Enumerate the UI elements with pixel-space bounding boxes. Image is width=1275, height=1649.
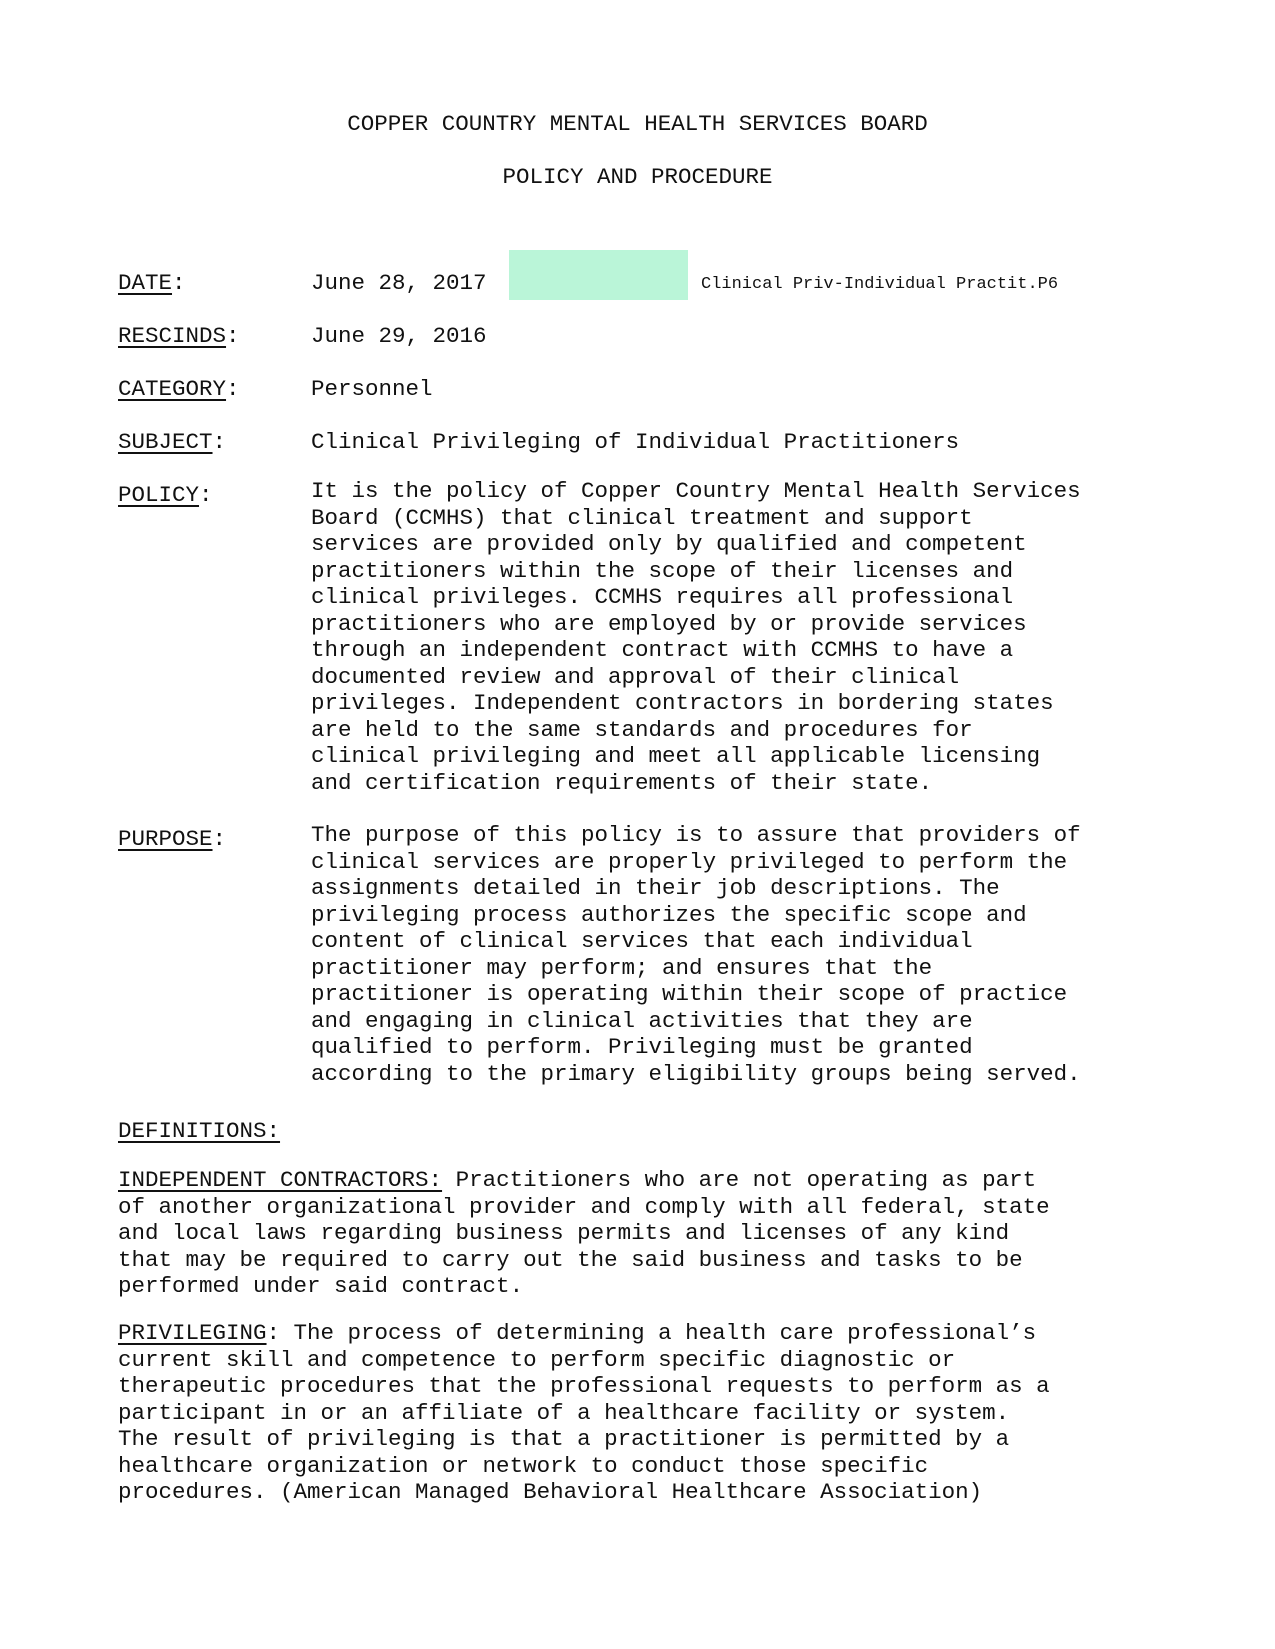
definition-independent-contractors bbox=[118, 1167, 1168, 1300]
definitions-heading-row bbox=[118, 1118, 280, 1144]
policy-label: POLICY bbox=[118, 482, 200, 508]
category-label-row: CATEGORY: bbox=[118, 376, 240, 402]
purpose-label: PURPOSE bbox=[118, 826, 213, 852]
subject-label-row: SUBJECT: bbox=[118, 429, 227, 455]
organization-title: COPPER COUNTRY MENTAL HEALTH SERVICES BOARD bbox=[347, 111, 928, 137]
subject-label: SUBJECT bbox=[118, 429, 213, 455]
rescinds-label-row: RESCINDS: bbox=[118, 323, 240, 349]
policy-text: It is the policy of Copper Country Mental Health Services Board (CCMHS) that clinical treatment and support services are provided only by qualified and competent practitioners within the scope of their licenses and clinical privileges. CCMHS requires all professional practitioners who are employed by or provide services through an independent contract with CCMHS to have a documented review and approval of their clinical privileges. Independent contractors in bordering states are held to the same standards and procedures for clinical privileging and meet all applicable licensing and certification requirements of their state. bbox=[311, 478, 1081, 796]
date-value: June 28, 2017 bbox=[311, 270, 487, 296]
document-type-title: POLICY AND PROCEDURE bbox=[502, 164, 773, 190]
category-value: Personnel bbox=[311, 376, 433, 402]
category-label: CATEGORY bbox=[118, 376, 227, 402]
date-label-row: DATE: bbox=[118, 270, 186, 296]
date-label: DATE bbox=[118, 270, 173, 296]
definition-privileging bbox=[118, 1320, 1168, 1506]
rescinds-value: June 29, 2016 bbox=[311, 323, 487, 349]
purpose-label-row: PURPOSE: bbox=[118, 826, 227, 852]
independent-contractors-term: INDEPENDENT CONTRACTORS: bbox=[118, 1167, 443, 1193]
privileging-text: : The process of determining a health care professional’s current skill and competence to perform specific diagnostic or therapeutic procedures that the professional requests to perform as a participant in or an affiliate of a healthcare facility or system. The result of privileging is that a practitioner is permitted by a healthcare organization or network to conduct those specific procedures. (American Managed Behavioral Healthcare Association) bbox=[118, 1320, 1050, 1505]
file-reference: Clinical Priv-Individual Practit.P6 bbox=[701, 275, 1059, 294]
independent-contractors-text: Practitioners who are not operating as part of another organizational provider and comply with all federal, state and local laws regarding business permits and licenses of any kind that may be required to carry out the said business and tasks to be performed under said contract. bbox=[118, 1167, 1050, 1299]
subject-value: Clinical Privileging of Individual Practitioners bbox=[311, 429, 960, 455]
definitions-heading: DEFINITIONS: bbox=[118, 1118, 281, 1144]
privileging-term: PRIVILEGING bbox=[118, 1320, 267, 1346]
purpose-text: The purpose of this policy is to assure that providers of clinical services are properly privileged to perform the assignments detailed in their job descriptions. The privileging process authorizes the specific scope and content of clinical services that each individual practitioner may perform; and ensures that the practitioner is operating within their scope of practice and engaging in clinical activities that they are qualified to perform. Privileging must be granted according to the primary eligibility groups being served. bbox=[311, 822, 1081, 1087]
highlight-mark bbox=[509, 250, 688, 300]
policy-label-row: POLICY: bbox=[118, 482, 213, 508]
rescinds-label: RESCINDS bbox=[118, 323, 227, 349]
